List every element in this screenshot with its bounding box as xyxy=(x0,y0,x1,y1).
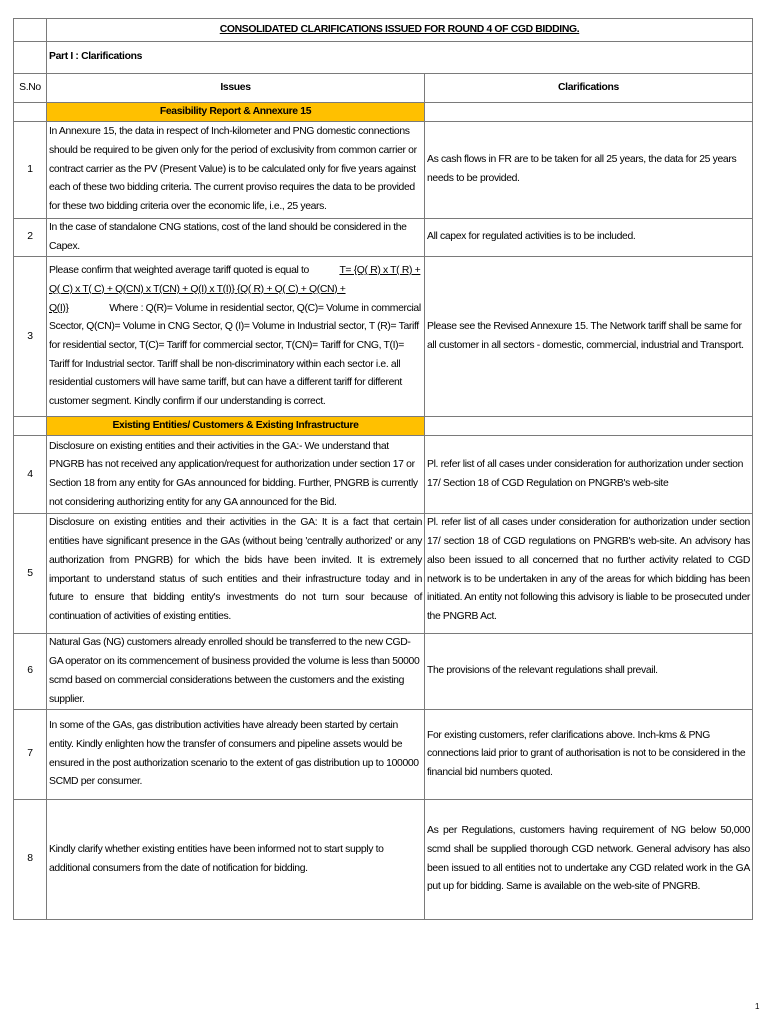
table-row xyxy=(14,122,753,219)
table-row xyxy=(14,436,753,514)
row-sno: 1 xyxy=(14,122,47,219)
row-issue: In some of the GAs, gas distribution activities have already been started by certain entity. Kindly enlighten how the transfer of consumers and pipeline assets would be ensured in the post authorization scenario to the extent of gas distribution up to 100000 SCMD per consumer. xyxy=(47,710,425,800)
table-row xyxy=(14,634,753,710)
row-clarification: Pl. refer list of all cases under consideration for authorization under section 17/ section 18 of CGD regulations on PNGRB's web-site. An advisory has also been issued to all concerned that no further activity related to CGD network is to be undertaken in any of the areas for which bidding has been initiated. An entity not following this advisory is liable to be prosecuted under the PNGRB Act. xyxy=(425,514,753,634)
row-issue: Disclosure on existing entities and their activities in the GA:- We understand that PNGRB has not received any application/request for authorization under section 17 or Section 18 from any entity for GAs announced for bidding. Further, PNGRB is currently not considering authorizing entity for any GA announced for the Bid. xyxy=(47,436,425,514)
part-row xyxy=(14,42,753,74)
clarifications-sheet xyxy=(13,18,752,920)
header-issues: Issues xyxy=(47,74,425,103)
table-row xyxy=(14,710,753,800)
clarifications-table xyxy=(13,18,753,920)
section-row xyxy=(14,417,753,436)
page-number: 1 xyxy=(755,1002,760,1011)
row-issue: Disclosure on existing entities and their activities in the GA: It is a fact that certain entities have significant presence in the GAs (without being 'centrally authorized' or any authorization from PNGRB) for which the bids have been invited. It is extremely important to understand status of such entities and their infrastructure today and in future to ensure that bidding entity's investments do not turn sour because of continuation of activities of existing entities. xyxy=(47,514,425,634)
header-sno: S.No xyxy=(14,74,47,103)
row-issue xyxy=(47,257,425,417)
row-issue: Kindly clarify whether existing entities have been informed not to start supply to additional consumers from the date of notification for bidding. xyxy=(47,800,425,920)
row-issue: Natural Gas (NG) customers already enrolled should be transferred to the new CGD-GA operator on its commencement of business provided the volume is less than 50000 scmd based on commercial considerations between the customers and the existing supplier. xyxy=(47,634,425,710)
section-label: Feasibility Report & Annexure 15 xyxy=(47,103,425,122)
row-sno: 2 xyxy=(14,219,47,257)
table-row xyxy=(14,257,753,417)
row-clarification: Pl. refer list of all cases under consideration for authorization under section 17/ Section 18 of CGD Regulation on PNGRB's web-site xyxy=(425,436,753,514)
section-row xyxy=(14,103,753,122)
row-sno: 7 xyxy=(14,710,47,800)
row-sno: 3 xyxy=(14,257,47,417)
document-title: CONSOLIDATED CLARIFICATIONS ISSUED FOR ROUND 4 OF CGD BIDDING. xyxy=(47,19,753,42)
row-clarification: As cash flows in FR are to be taken for all 25 years, the data for 25 years needs to be provided. xyxy=(425,122,753,219)
table-row xyxy=(14,514,753,634)
row-clarification: For existing customers, refer clarifications above. Inch-kms & PNG connections laid prior to grant of authorisation is not to be considered in the financial bid numbers quoted. xyxy=(425,710,753,800)
row-clarification: As per Regulations, customers having requirement of NG below 50,000 scmd shall be supplied thorough CGD network. General advisory has also been issued to all entities not to undertake any CGD related work in the GA put up for bidding. Same is available on the web-site of PNGRB. xyxy=(425,800,753,920)
row-sno: 4 xyxy=(14,436,47,514)
row-clarification: All capex for regulated activities is to be included. xyxy=(425,219,753,257)
tariff-formula: T= {Q( R) x T( R) + Q( C) x T( C) + Q(CN) x T(CN) + Q(I) x T(I)} {Q( R) + Q( C) + Q(CN) + Q(I)} xyxy=(49,265,421,314)
row-clarification: Please see the Revised Annexure 15. The Network tariff shall be same for all customer in all sectors - domestic, commercial, industrial and Transport. xyxy=(425,257,753,417)
title-row xyxy=(14,19,753,42)
issue-rest: Where : Q(R)= Volume in residential sector, Q(C)= Volume in commercial Scector, Q(CN)= Volume in CNG Sector, Q (I)= Volume in Industrial sector, T (R)= Tariff for residential sector, T(C)= Tariff for commercial sector, T(CN)= Tariff for CNG, T(I)= Tariff for Industrial sector. Tariff shall be non-discriminatory within each sector i.e. all residential customers will have same tariff, but can have a different tariff for different customer segment. Kindly confirm if our understanding is correct. xyxy=(49,302,421,408)
part-label: Part I : Clarifications xyxy=(47,42,425,74)
table-row xyxy=(14,800,753,920)
row-issue: In Annexure 15, the data in respect of Inch-kilometer and PNG domestic connections should be required to be given only for the period of exclusivity from common carrier or contract carrier as the PV (Present Value) is to be calculated only for five years against each of these two bidding criteria. The current proviso requires the data to be provided for these two bidding criteria over the economic life, i.e., 25 years. xyxy=(47,122,425,219)
header-row xyxy=(14,74,753,103)
table-row xyxy=(14,219,753,257)
row-issue: In the case of standalone CNG stations, cost of the land should be considered in the Capex. xyxy=(47,219,425,257)
section-label: Existing Entities/ Customers & Existing Infrastructure xyxy=(47,417,425,436)
row-clarification: The provisions of the relevant regulations shall prevail. xyxy=(425,634,753,710)
row-sno: 5 xyxy=(14,514,47,634)
issue-lead: Please confirm that weighted average tariff quoted is equal to xyxy=(49,265,309,277)
row-sno: 8 xyxy=(14,800,47,920)
header-clarifications: Clarifications xyxy=(425,74,753,103)
row-sno: 6 xyxy=(14,634,47,710)
